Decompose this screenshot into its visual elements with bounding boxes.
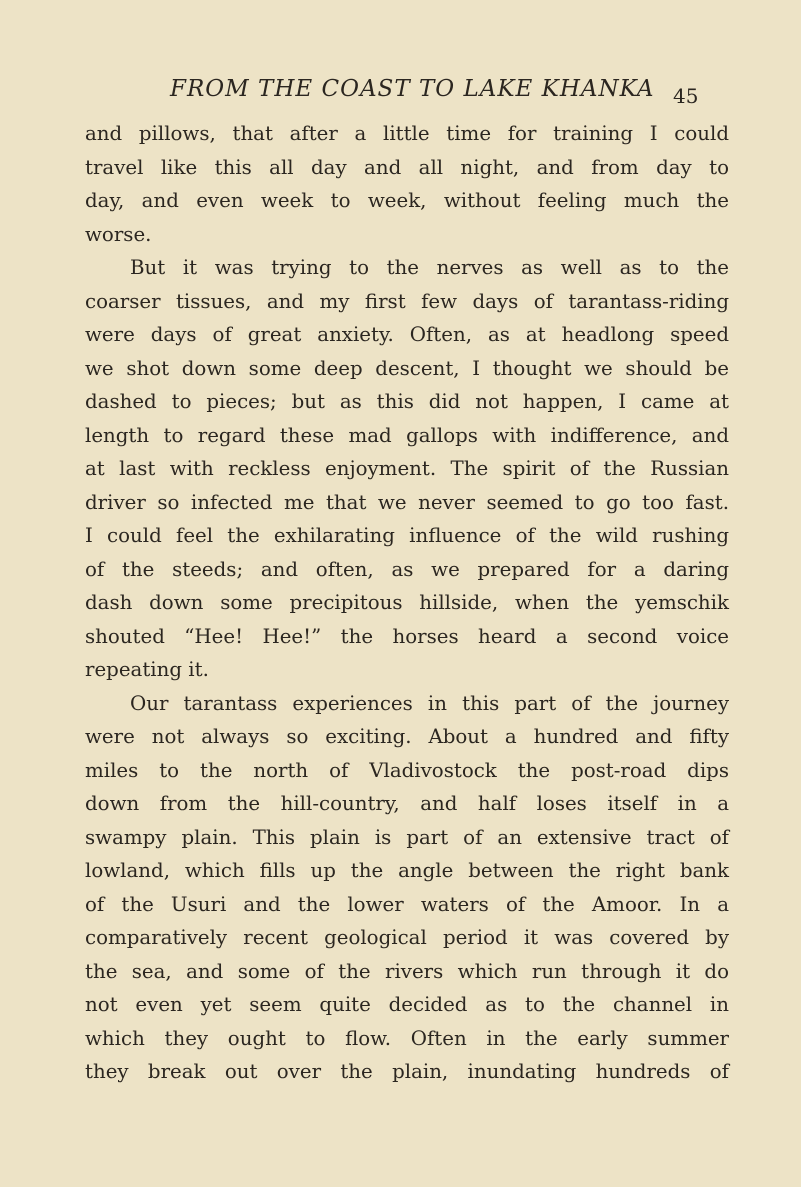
text-line: coarser tissues, and my first few days of tarantass-riding [85,289,729,313]
text-line: of the Usuri and the lower waters of the Amoor. In a [85,892,729,916]
text-line: not even yet seem quite decided as to the channel in [85,993,729,1016]
text-line: miles to the north of Vladivostock the post-road dips [85,758,729,782]
text-line: lowland, which fills up the angle between the right bank [85,859,729,882]
text-line: day, and even week to week, without feeling much the [85,189,729,212]
text-line: we shot down some deep descent, I thought we should be [85,356,729,380]
body-text [85,117,729,1089]
text-line: I could feel the exhilarating influence of the wild rushing [85,524,729,547]
text-line: dash down some precipitous hillside, when the yemschik [85,591,729,614]
text-line: swampy plain. This plain is part of an extensive tract of [85,825,729,849]
text-line: length to regard these mad gallops with indifference, and [85,423,729,447]
text-line: and pillows, that after a little time for training I could [85,122,729,145]
text-line: the sea, and some of the rivers which run through it do [85,959,729,983]
text-line: driver so infected me that we never seemed to go too fast. [85,490,729,514]
text-line: were not always so exciting. About a hundred and fifty [85,725,729,748]
text-line: But it was trying to the nerves as well as to the [130,256,729,279]
text-line: which they ought to flow. Often in the early summer [85,1026,729,1050]
running-title: FROM THE COAST TO LAKE KHANKA [170,76,655,102]
text-line: dashed to pieces; but as this did not happen, I came at [85,390,729,413]
text-line: travel like this all day and all night, and from day to [85,155,729,179]
text-line: of the steeds; and often, as we prepared for a daring [85,557,729,581]
text-line: were days of great anxiety. Often, as at headlong speed [85,323,729,346]
page-number: 45 [673,84,699,108]
text-line: repeating it. [85,658,209,681]
text-line: Our tarantass experiences in this part of the journey [130,691,729,715]
text-line: shouted “Hee! Hee!” the horses heard a second voice [85,624,729,648]
text-line: down from the hill-country, and half loses itself in a [85,792,729,815]
running-header [0,76,801,110]
text-line: comparatively recent geological period it was covered by [85,926,729,949]
text-line: at last with reckless enjoyment. The spirit of the Russian [85,457,729,480]
text-line: they break out over the plain, inundating hundreds of [85,1060,729,1083]
text-line: worse. [85,222,152,246]
